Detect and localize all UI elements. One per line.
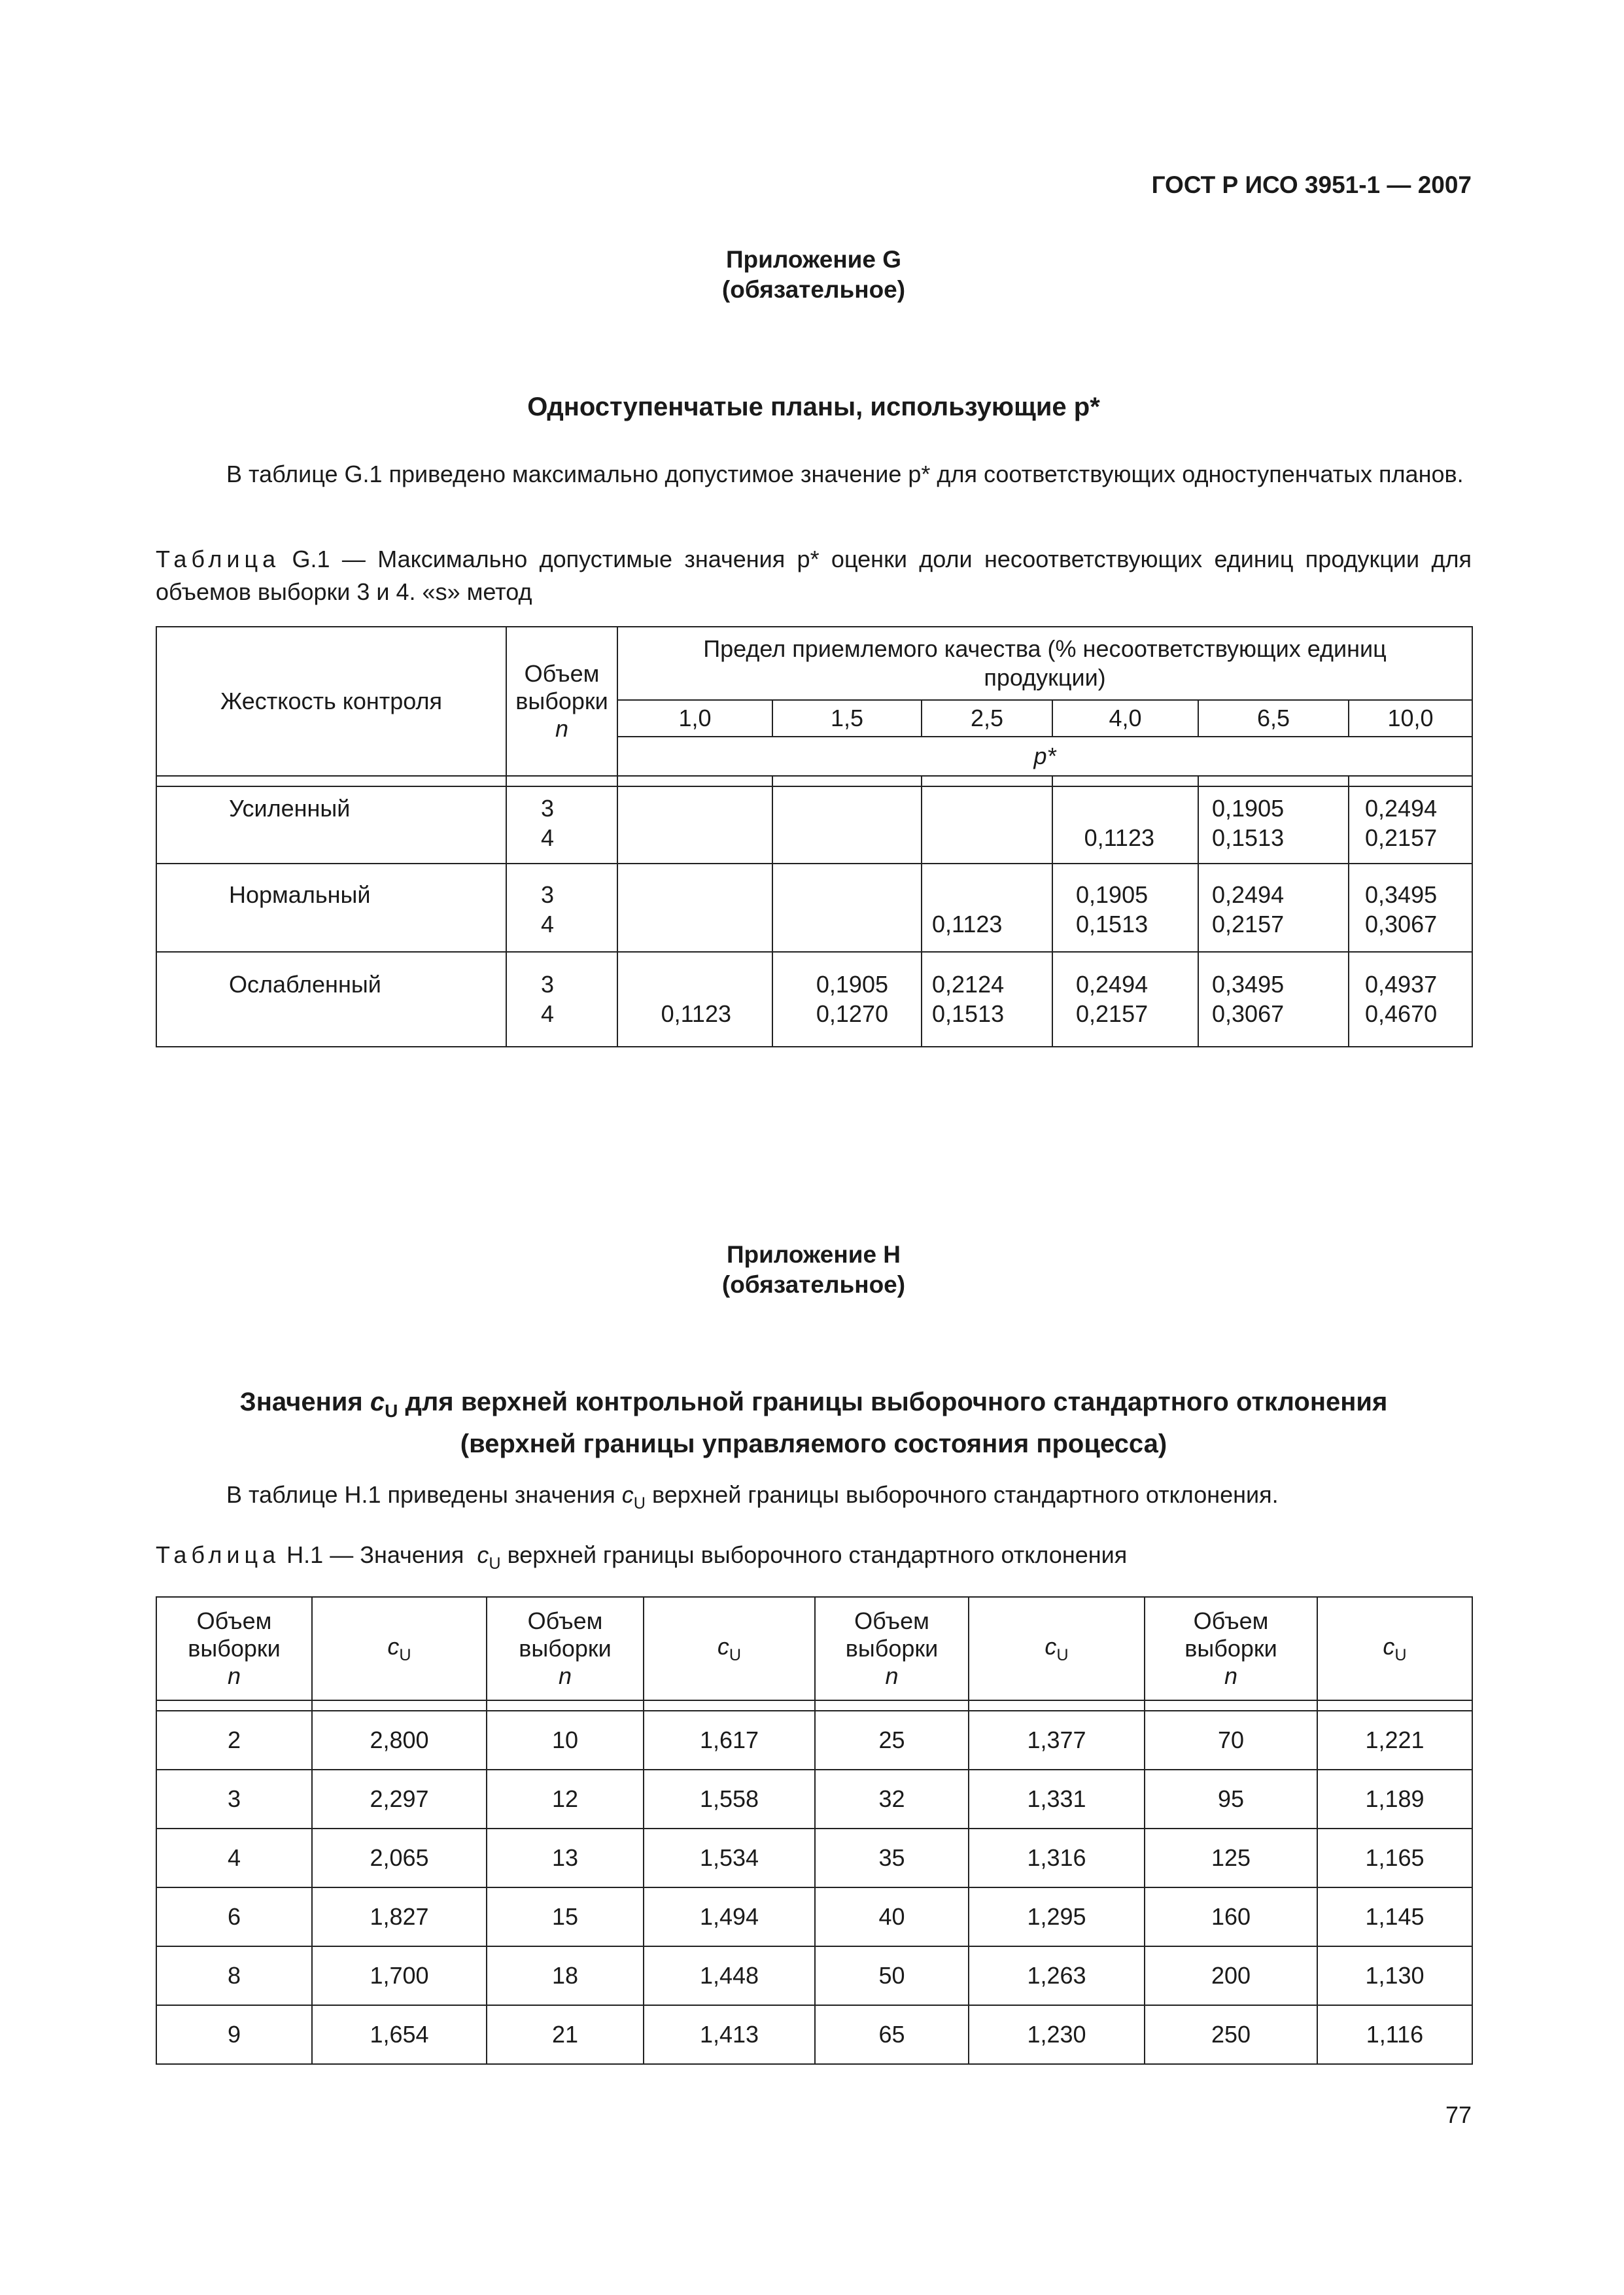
table-g1-n: 3 4 <box>506 786 617 864</box>
table-g1-row <box>156 786 1472 864</box>
table-h1-cell: 1,263 <box>969 1946 1145 2005</box>
table-h1-header-sample: Объем выборки n <box>815 1597 969 1700</box>
table-h1-header-sample: Объем выборки n <box>156 1597 312 1700</box>
table-h1-cell: 1,316 <box>969 1829 1145 1887</box>
annex-h-title-block <box>156 1240 1472 1300</box>
table-h1-cell: 8 <box>156 1946 312 2005</box>
table-h1-cell: 200 <box>1145 1946 1317 2005</box>
table-g1-row <box>156 864 1472 952</box>
table-g1-cell: 0,4937 0,4670 <box>1349 952 1472 1047</box>
table-g1-n: 3 4 <box>506 864 617 952</box>
table-h1-cell: 160 <box>1145 1887 1317 1946</box>
table-h1-cell: 12 <box>487 1770 644 1829</box>
annex-g-title-block <box>156 245 1472 305</box>
table-h1-header-cu: $c_U$ <box>312 1597 487 1700</box>
table-g1-cell: 0,1905 0,1270 <box>772 952 922 1047</box>
table-g1-severity: Нормальный <box>156 864 506 952</box>
table-h1-cell: 3 <box>156 1770 312 1829</box>
table-h1-cell: 2,800 <box>312 1711 487 1770</box>
table-h1-cell: 65 <box>815 2005 969 2064</box>
table-h1-cell: 1,189 <box>1317 1770 1472 1829</box>
table-h1-cell: 25 <box>815 1711 969 1770</box>
table-h1-cell: 32 <box>815 1770 969 1829</box>
table-h1-cell: 1,145 <box>1317 1887 1472 1946</box>
table-h1-header-sample: Объем выборки n <box>487 1597 644 1700</box>
annex-g-title: Приложение G <box>725 246 902 273</box>
annex-g-intro: В таблице G.1 приведено максимально допустимое значение p* для соответствующих одноступенчатых планов. <box>226 461 1464 487</box>
annex-g-heading: Одноступенчатые планы, использующие p* <box>527 393 1100 421</box>
table-g1-cell: 0,2494 0,2157 <box>1349 786 1472 864</box>
table-h1-header-sample: Объем выборки n <box>1145 1597 1317 1700</box>
table-h1-cell: 1,230 <box>969 2005 1145 2064</box>
cu-symbol: $c_U$ <box>370 1388 398 1421</box>
table-h1-row <box>156 1946 1472 2005</box>
table-g1-aql-5: 6,5 <box>1198 700 1349 737</box>
annex-h-heading: Значения $c_U$ для верхней контрольной границы выборочного стандартного отклонения (верхней границы управляемого состояния процесса) <box>239 1388 1388 1458</box>
table-g1-aql-6: 10,0 <box>1349 700 1472 737</box>
table-h1-row <box>156 1829 1472 1887</box>
table-g1-cell: 0,2494 0,2157 <box>1198 864 1349 952</box>
table-h1-cell: 1,165 <box>1317 1829 1472 1887</box>
table-h1-row <box>156 2005 1472 2064</box>
table-g1-cell <box>922 786 1052 864</box>
table-h1-cell: 1,413 <box>644 2005 815 2064</box>
table-g1-cell <box>772 786 922 864</box>
standard-header: ГОСТ Р ИСО 3951-1 — 2007 <box>1151 171 1472 198</box>
table-h1-cell: 1,494 <box>644 1887 815 1946</box>
table-h1-header-cu: $c_U$ <box>969 1597 1145 1700</box>
table-h1-cell: 15 <box>487 1887 644 1946</box>
annex-h-intro: В таблице H.1 приведены значения $c_U$ верхней границы выборочного стандартного отклонения. <box>226 1481 1279 1513</box>
table-g1-cell: 0,1905 0,1513 <box>1198 786 1349 864</box>
table-h1-cell: 1,558 <box>644 1770 815 1829</box>
table-g1-cell: 0,1123 <box>617 952 772 1047</box>
page-number: 77 <box>1445 2101 1472 2128</box>
annex-h-title: Приложение H <box>726 1241 901 1268</box>
table-h1-cell: 2,065 <box>312 1829 487 1887</box>
table-h1-cell: 70 <box>1145 1711 1317 1770</box>
table-h1-cell: 18 <box>487 1946 644 2005</box>
table-h1-cell: 1,116 <box>1317 2005 1472 2064</box>
table-g1-cell: 0,1905 0,1513 <box>1052 864 1198 952</box>
table-h1-cell: 40 <box>815 1887 969 1946</box>
table-g1-caption-prefix: Таблица <box>156 546 281 572</box>
table-h1-caption: Таблица H.1 — Значения $c_U$ верхней границы выборочного стандартного отклонения <box>156 1541 1128 1573</box>
table-h1-cell: 1,617 <box>644 1711 815 1770</box>
table-h1-cell: 1,654 <box>312 2005 487 2064</box>
table-h1-cell: 35 <box>815 1829 969 1887</box>
table-g1-cell: 0,3495 0,3067 <box>1198 952 1349 1047</box>
table-h1-cell: 125 <box>1145 1829 1317 1887</box>
table-g1-aql-4: 4,0 <box>1052 700 1198 737</box>
table-g1-cell: 0,1123 <box>922 864 1052 952</box>
table-h1-cell: 1,221 <box>1317 1711 1472 1770</box>
table-h1-cell: 2,297 <box>312 1770 487 1829</box>
table-h1-header-cu: $c_U$ <box>1317 1597 1472 1700</box>
table-g1-n: 3 4 <box>506 952 617 1047</box>
table-h1-cell: 6 <box>156 1887 312 1946</box>
table-h1-cell: 1,295 <box>969 1887 1145 1946</box>
table-h1-cell: 95 <box>1145 1770 1317 1829</box>
table-h1-cell: 9 <box>156 2005 312 2064</box>
table-h1-row <box>156 1711 1472 1770</box>
table-g1-header-sample: Объем выборки n <box>506 627 617 776</box>
table-h1-cell: 21 <box>487 2005 644 2064</box>
table-h1-cell: 13 <box>487 1829 644 1887</box>
table-g1-caption <box>156 543 1472 608</box>
annex-h-status: (обязательное) <box>721 1271 906 1298</box>
table-h1-cell: 1,827 <box>312 1887 487 1946</box>
table-g1-header-aql: Предел приемлемого качества (% несоответствующих единиц продукции) <box>617 627 1472 700</box>
table-h1-cell: 1,534 <box>644 1829 815 1887</box>
table-h1-cell: 1,700 <box>312 1946 487 2005</box>
table-g1-caption-text: G.1 — Максимально допустимые значения p* оценки доли несоответствующих единиц продукции для объемов выборки 3 и 4. «s» метод <box>156 546 1472 605</box>
table-h1-cell: 250 <box>1145 2005 1317 2064</box>
table-h1-cell: 1,448 <box>644 1946 815 2005</box>
table-g1-aql-2: 1,5 <box>772 700 922 737</box>
table-g1-cell: 0,2494 0,2157 <box>1052 952 1198 1047</box>
table-g1-cell: 0,2124 0,1513 <box>922 952 1052 1047</box>
table-g1-severity: Усиленный <box>156 786 506 864</box>
table-h1 <box>156 1596 1473 2065</box>
table-h1-cell: 10 <box>487 1711 644 1770</box>
table-h1-header-cu: $c_U$ <box>644 1597 815 1700</box>
annex-g-status: (обязательное) <box>721 276 906 303</box>
table-h1-header <box>156 1597 1472 1700</box>
table-h1-cell: 4 <box>156 1829 312 1887</box>
table-g1-severity: Ослабленный <box>156 952 506 1047</box>
table-g1-cell: 0,3495 0,3067 <box>1349 864 1472 952</box>
table-g1-cell: 0,1123 <box>1052 786 1198 864</box>
table-h1-cell: 1,331 <box>969 1770 1145 1829</box>
table-g1-pstar: p* <box>617 737 1472 776</box>
table-g1-cell <box>617 864 772 952</box>
table-g1-cell <box>772 864 922 952</box>
table-g1-cell <box>617 786 772 864</box>
table-g1-aql-3: 2,5 <box>922 700 1052 737</box>
table-g1-aql-1: 1,0 <box>617 700 772 737</box>
table-g1-row <box>156 952 1472 1047</box>
table-h1-cell: 1,130 <box>1317 1946 1472 2005</box>
table-h1-cell: 50 <box>815 1946 969 2005</box>
table-h1-cell: 1,377 <box>969 1711 1145 1770</box>
table-g1 <box>156 626 1473 1047</box>
table-g1-header-severity: Жесткость контроля <box>156 627 506 776</box>
table-h1-row <box>156 1770 1472 1829</box>
table-h1-cell: 2 <box>156 1711 312 1770</box>
table-h1-row <box>156 1887 1472 1946</box>
